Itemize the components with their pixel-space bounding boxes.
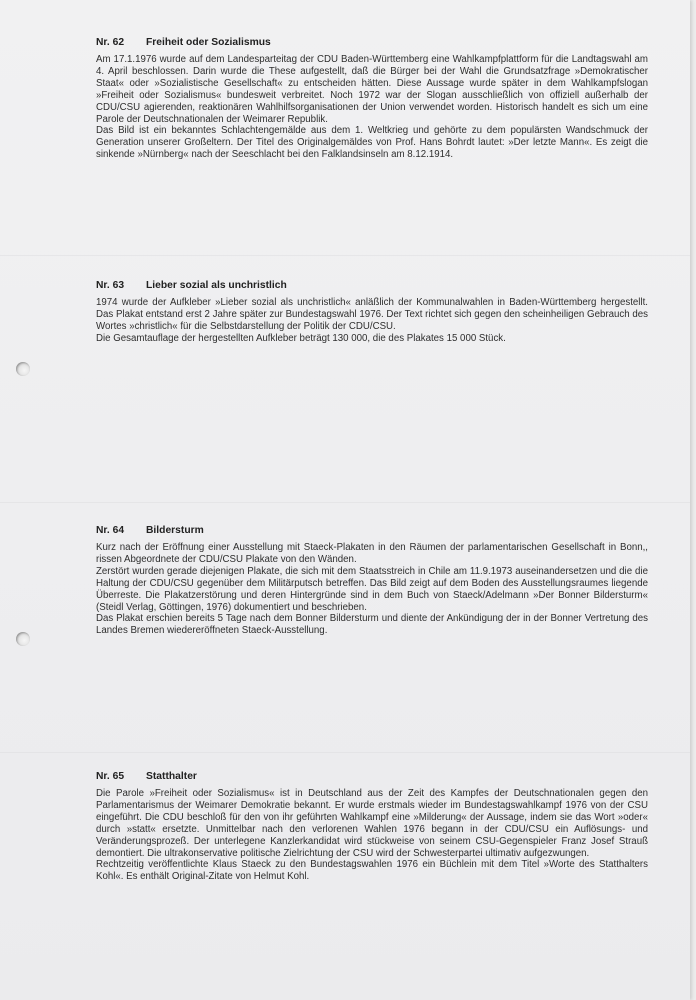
entry-paragraph: Die Parole »Freiheit oder Sozialismus« ist in Deutschland aus der Zeit des Kampfes der Deutschnationalen gegen den Parlamentarismus der Weimarer Demokratie bekannt. Er wurde erstmals wieder im Bundestagswahlkampf 1976 von der CSU eingeführt. Die CDU beschloß für den von ihr geführten Wahlkampf eine »Milderung« der Aussage, indem sie das Wort »oder« durch »statt« ersetzte. Unmittelbar nach den verlorenen Wahlen 1976 begann in der CDU/CSU ein Auflösungs- und Veränderungsprozeß. Der unterlegene Kanzlerkandidat wird stückweise von seinem CSU-Gegenspieler Franz Josef Strauß demontiert. Die ultrakonservative politische Zielrichtung der CSU wird der Schwesterpartei ultimativ aufgezwungen. [96,788,648,859]
entry-paragraph: Rechtzeitig veröffentlichte Klaus Staeck zu den Bundestagswahlen 1976 ein Büchlein mit dem Titel »Worte des Statthalters Kohl«. Es enthält Original-Zitate von Helmut Kohl. [96,859,648,883]
entry-65 [96,771,648,883]
entry-title: Bildersturm [146,525,204,536]
page-fold-line [0,752,690,753]
entry-body [96,297,648,345]
entry-number: Nr. 65 [96,771,125,782]
entry-paragraph: Das Plakat erschien bereits 5 Tage nach dem Bonner Bildersturm und diente der Ankündigung der in der Bonner Vertretung des Landes Bremen wiedereröffneten Staeck-Ausstellung. [96,613,648,637]
entry-heading [96,525,648,536]
entry-body [96,54,648,161]
entry-64 [96,525,648,637]
entry-paragraph: Zerstört wurden gerade diejenigen Plakate, die sich mit dem Staatsstreich in Chile am 11.9.1973 auseinandersetzen und die die Haltung der CDU/CSU gegenüber dem Militärputsch betreffen. Das Bild zeigt auf dem Boden des Ausstellungsraumes liegende Überreste. Die Plakatzerstörung und deren Hintergründe sind in dem Buch von Staeck/Adelmann »Der Bonner Bildersturm« (Steidl Verlag, Göttingen, 1976) dokumentiert und beschrieben. [96,565,648,613]
entry-body [96,788,648,883]
entry-number: Nr. 62 [96,37,125,48]
entry-heading [96,37,648,48]
entry-paragraph: Das Bild ist ein bekanntes Schlachtengemälde aus dem 1. Weltkrieg und gehörte zu dem populärsten Wandschmuck der Generation unserer Großeltern. Der Titel des Originalgemäldes von Prof. Hans Bohrdt lautet: »Der letzte Mann«. Es zeigt die sinkende »Nürnberg« nach der Seeschlacht bei den Falklandsinseln am 8.12.1914. [96,125,648,161]
punch-hole [16,632,30,646]
entry-paragraph: Kurz nach der Eröffnung einer Ausstellung mit Staeck-Plakaten in den Räumen der parlamentarischen Gesellschaft in Bonn,, rissen Abgeordnete der CDU/CSU Plakate von den Wänden. [96,542,648,565]
entry-paragraph: Am 17.1.1976 wurde auf dem Landesparteitag der CDU Baden-Württemberg eine Wahlkampfplattform für die Landtagswahl am 4. April beschlossen. Darin wurde die These aufgestellt, daß die Bürger bei der Wahl die Grundsatzfrage »Demokratischer Staat« oder »Sozialistische Gesellschaft« zu entscheiden hätten. Diese Aussage wurde später in dem Wahlkampfslogan »Freiheit oder Sozialismus« bundesweit verbreitet. Noch 1972 war der Slogan ausschließlich von offiziell außerhalb der CDU/CSU agierenden, reaktionären Wahlhilfsorganisationen der Union verwendet worden. Historisch handelt es sich um eine Parole der Deutschnationalen der Weimarer Republik. [96,54,648,125]
entry-paragraph: Die Gesamtauflage der hergestellten Aufkleber beträgt 130 000, die des Plakates 15 000 Stück. [96,332,506,344]
entry-63 [96,280,648,345]
page-fold-line [0,502,690,503]
page-fold-line [0,255,690,256]
entry-heading [96,771,648,782]
entry-62 [96,37,648,161]
entry-paragraph: 1974 wurde der Aufkleber »Lieber sozial als unchristlich« anläßlich der Kommunalwahlen in Baden-Württemberg hergestellt. Das Plakat entstand erst 2 Jahre später zur Bundestagswahl 1976. Der Text richtet sich gegen den scheinheiligen Gebrauch des Wortes »christlich« für die Selbstdarstellung der Politik der CDU/CSU. [96,297,648,332]
entry-body [96,542,648,637]
punch-hole [16,362,30,376]
entry-title: Lieber sozial als unchristlich [146,280,287,291]
entry-number: Nr. 63 [96,280,125,291]
entry-title: Statthalter [146,771,197,782]
entry-number: Nr. 64 [96,525,125,536]
entry-heading [96,280,648,291]
entry-title: Freiheit oder Sozialismus [146,37,271,48]
